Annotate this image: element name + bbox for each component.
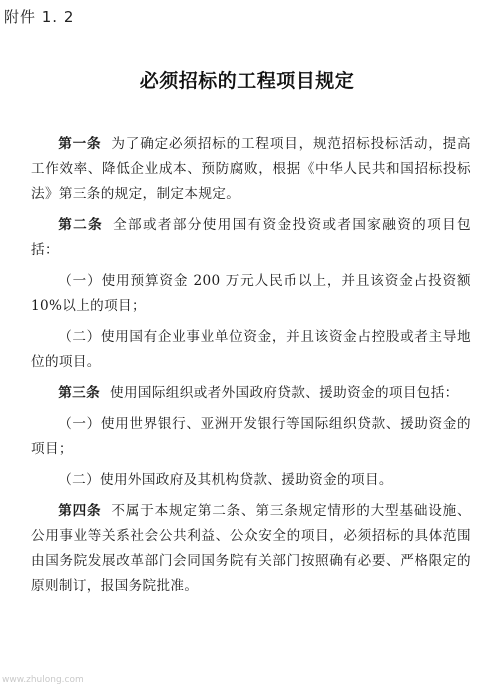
item-text: （一）使用预算资金 200 万元人民币以上，并且该资金占投资额 10%以上的项目；	[31, 273, 471, 314]
article-lead: 第四条	[58, 503, 102, 519]
attachment-label: 附件 1. 2	[4, 8, 75, 26]
watermark: www.zhulong.com	[2, 675, 84, 685]
item-text: （二）使用国有企业事业单位资金，并且该资金占控股或者主导地位的项目。	[31, 329, 471, 370]
article-lead: 第三条	[58, 385, 101, 401]
article-3-item-2	[31, 468, 471, 493]
article-text: 为了确定必须招标的工程项目，规范招标投标活动，提高工作效率、降低企业成本、预防腐败，根据《中华人民共和国招标投标法》第三条的规定，制定本规定。	[31, 136, 471, 202]
item-text: （二）使用外国政府及其机构贷款、援助资金的项目。	[58, 472, 393, 488]
article-lead: 第二条	[58, 217, 104, 233]
article-2-item-1	[31, 269, 471, 319]
article-3-item-1	[31, 412, 471, 462]
article-lead: 第一条	[58, 136, 102, 152]
article-2-item-2	[31, 325, 471, 375]
article-3	[31, 381, 471, 406]
article-text: 使用国际组织或者外国政府贷款、援助资金的项目包括：	[110, 385, 459, 401]
article-4	[31, 499, 471, 599]
item-text: （一）使用世界银行、亚洲开发银行等国际组织贷款、援助资金的项目；	[31, 416, 471, 457]
article-text: 全部或者部分使用国有资金投资或者国家融资的项目包括：	[31, 217, 471, 258]
article-text: 不属于本规定第二条、第三条规定情形的大型基础设施、公用事业等关系社会公共利益、公众安全的项目，必须招标的具体范围由国务院发展改革部门会同国务院有关部门按照确有必要、严格限定的原则制订，报国务院批准。	[31, 503, 471, 594]
article-1	[31, 132, 471, 207]
document-body	[31, 132, 471, 605]
document-title: 必须招标的工程项目规定	[139, 70, 355, 92]
article-2	[31, 213, 471, 263]
